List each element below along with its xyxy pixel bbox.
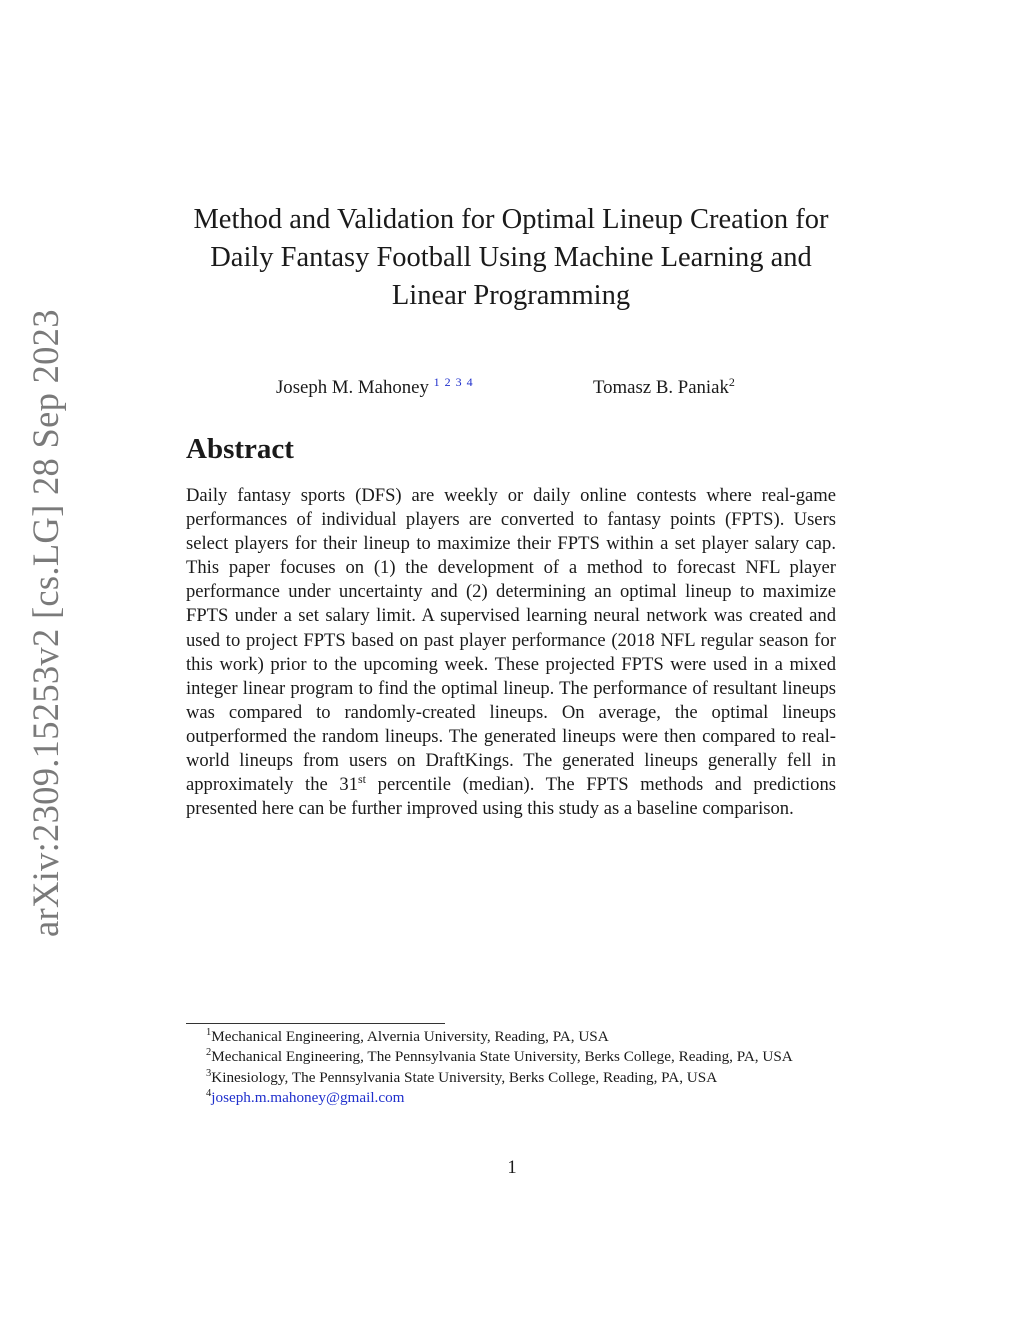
page-number: 1 [507, 1157, 517, 1178]
author-1 [276, 369, 474, 401]
footnotes [186, 1027, 836, 1109]
footnote-3 [186, 1068, 836, 1088]
paper-title: Method and Validation for Optimal Lineup Creation for Daily Fantasy Football Using Machine Learning and Linear Programming [193, 204, 829, 311]
footnote-2 [186, 1047, 836, 1067]
footnote-1-text: Mechanical Engineering, Alvernia University, Reading, PA, USA [211, 1028, 609, 1045]
author-2-name: Tomasz B. Paniak [593, 377, 729, 398]
abstract-heading: Abstract [186, 433, 294, 465]
footnote-3-text: Kinesiology, The Pennsylvania State University, Berks College, Reading, PA, USA [211, 1068, 718, 1086]
author-2-affiliation: 2 [728, 375, 735, 389]
abstract-body [186, 484, 836, 821]
author-1-affiliation-links[interactable]: 1 2 3 4 [433, 375, 474, 389]
footnote-4-mark: 4 [206, 1088, 212, 1100]
footnote-3-mark: 3 [206, 1067, 212, 1079]
footnote-1-mark: 1 [206, 1027, 212, 1038]
footnote-4 [186, 1088, 836, 1108]
author-2 [593, 369, 735, 401]
email-link[interactable]: joseph.m.mahoney@gmail.com [211, 1089, 405, 1107]
abstract-text-part-2: percentile (median). The FPTS methods and predictions presented here can be further improved using this study as a baseline comparison. [186, 774, 836, 820]
footnote-2-text: Mechanical Engineering, The Pennsylvania State University, Berks College, Reading, PA, USA [211, 1048, 793, 1066]
footnote-2-mark: 2 [206, 1047, 212, 1059]
arxiv-stamp: arXiv:2309.15253v2 [cs.LG] 28 Sep 2023 [25, 309, 66, 937]
author-1-name: Joseph M. Mahoney [276, 377, 429, 398]
abstract-superscript: st [358, 772, 367, 787]
abstract-text-part-1: Daily fantasy sports (DFS) are weekly or daily online contests where real-game performances of individual players are converted to fantasy points (FPTS). Users select players for their lineup to maximize their FPTS within a set player salary cap. This paper focuses on (1) the development of a method to forecast NFL player performance under uncertainty and (2) determining an optimal lineup to maximize FPTS under a set salary limit. A supervised learning neural network was created and used to project FPTS based on past player performance (2018 NFL regular season for this work) prior to the upcoming week. These projected FPTS were used in a mixed integer linear program to find the optimal lineup. The performance of resultant lineups was compared to randomly-created lineups. On average, the optimal lineups outperformed the random lineups. The generated lineups were then compared to real-world lineups from users on DraftKings. The generated lineups generally fell in approximately the 31 [186, 485, 836, 796]
footnote-1 [186, 1027, 836, 1047]
footnote-divider [186, 1023, 445, 1024]
